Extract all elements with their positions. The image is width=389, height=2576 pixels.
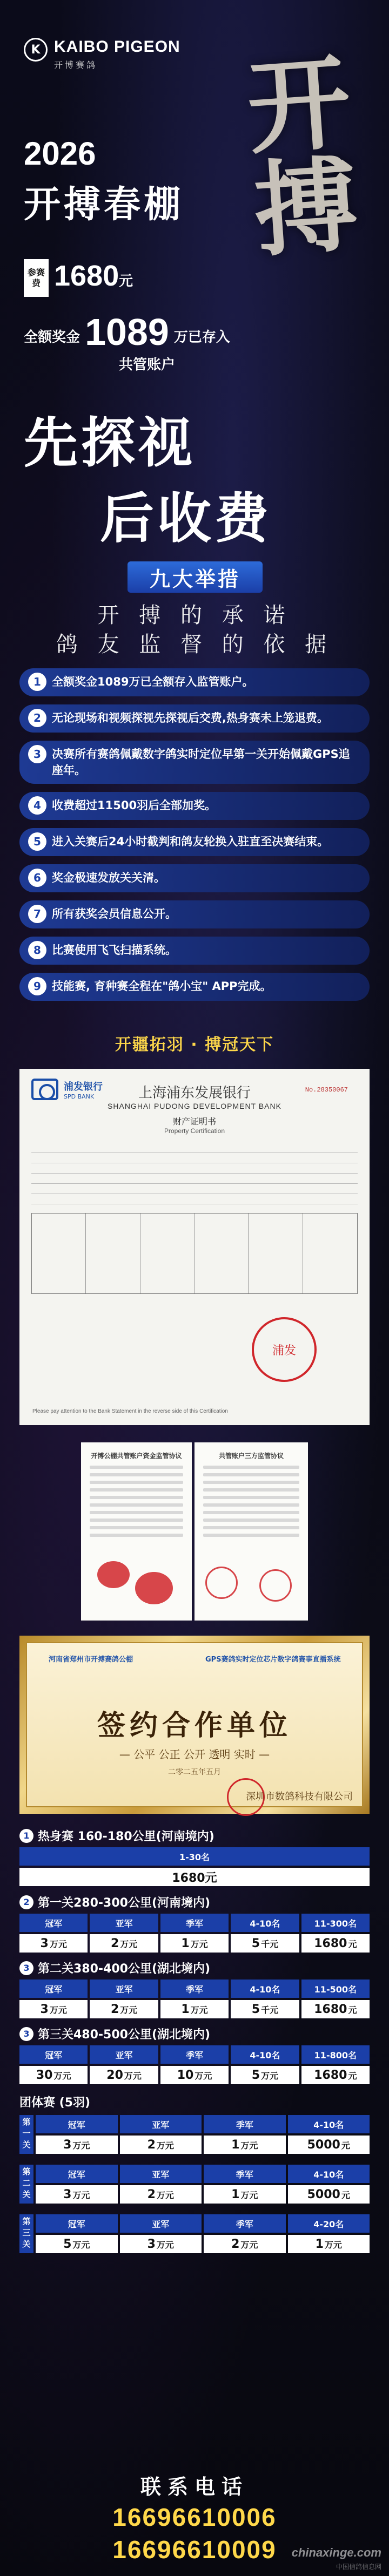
table-header: 亚军: [120, 2115, 202, 2133]
item-text: 进入关赛后24小时截判和鸽友轮换入驻直至决赛结束。: [52, 835, 329, 848]
table-cell: 3 万元: [36, 2185, 118, 2204]
certificate-serial: No.28350067: [305, 1086, 348, 1094]
section-number: 3: [19, 2027, 33, 2041]
slogan-line-1: 先探视: [24, 411, 196, 474]
list-item: [19, 792, 370, 820]
table-header: 季军: [204, 2115, 286, 2133]
table-header: 11-300名: [301, 1914, 370, 1932]
table-cell: 1680元: [19, 1868, 370, 1886]
table-header: 4-10名: [288, 2115, 370, 2133]
section-title: 第三关480-500公里(湖北境内): [38, 2028, 211, 2042]
item-text: 收费超过11500羽后全部加奖。: [52, 799, 217, 812]
certificate-doc-en: Property Certification: [164, 1127, 225, 1135]
fee-amount: [54, 259, 133, 293]
fingerprint-stamp-icon: [135, 1572, 173, 1604]
tagline: 开疆拓羽 · 搏冠天下: [115, 1035, 274, 1054]
table-header: 冠军: [36, 2115, 118, 2133]
item-text: 比赛使用飞飞扫描系统。: [52, 944, 177, 957]
item-number: 1: [28, 673, 46, 691]
bank-logo-icon: [31, 1079, 58, 1100]
list-item: [19, 937, 370, 965]
fee-label: 参赛费: [24, 259, 49, 297]
certificate-doc-cn: 财产证明书: [172, 1116, 216, 1127]
site-watermark-sub: 中国信鸽信息网: [336, 2563, 381, 2571]
list-item: [19, 973, 370, 1001]
fee-value: 1680: [54, 260, 119, 292]
table-cell: 3 万元: [19, 2000, 88, 2018]
table-cell: 5 千元: [231, 2000, 299, 2018]
table-cell: 5 万元: [231, 2066, 299, 2084]
table-cell: 1 万元: [204, 2136, 286, 2154]
table-header: 亚军: [90, 1980, 158, 1998]
agreement-document-2: [194, 1442, 308, 1621]
table-cell: 2 万元: [204, 2235, 286, 2253]
table-header: 冠军: [36, 2165, 118, 2183]
phone-number-2[interactable]: 16696610009: [112, 2536, 277, 2564]
table-header: 季军: [160, 2045, 229, 2064]
team-stage-2-table: [36, 2165, 370, 2206]
table-header: 季军: [160, 1914, 229, 1932]
race-3-table: [19, 2045, 370, 2086]
item-number: 9: [28, 977, 46, 995]
doc-title: 开博公棚共管账户资金监管协议: [91, 1452, 182, 1460]
section-number: 1: [19, 1829, 33, 1843]
warmup-table: [19, 1847, 370, 1888]
table-cell: 3 万元: [36, 2136, 118, 2154]
plaque-title: 签约合作单位: [97, 1710, 292, 1742]
table-cell: 20 万元: [90, 2066, 158, 2084]
table-cell: 2 万元: [120, 2136, 202, 2154]
table-cell: 3 万元: [120, 2235, 202, 2253]
table-cell: 1 万元: [160, 1934, 229, 1953]
list-item: [19, 828, 370, 856]
agreement-document-1: [81, 1442, 192, 1621]
item-number: 6: [28, 869, 46, 887]
item-text: 所有获奖会员信息公开。: [52, 907, 177, 920]
team-stage-1-label: 第一关: [19, 2115, 33, 2154]
section-warmup: [19, 1827, 214, 1844]
team-stage-3-label: 第三关: [19, 2214, 33, 2253]
section-team: [19, 2093, 90, 2110]
table-header: 季军: [204, 2214, 286, 2233]
item-text: 全额奖金1089万已全额存入监管账户。: [52, 675, 254, 688]
slogan-line-2: 后收费: [100, 487, 272, 550]
contact-heading: 联系电话: [140, 2475, 249, 2499]
event-title: 开搏春棚: [24, 184, 184, 226]
table-header: 1-30名: [19, 1847, 370, 1866]
certificate-table: [31, 1213, 358, 1294]
team-stage-1-table: [36, 2115, 370, 2156]
doc-title: 共管账户三方监管协议: [218, 1452, 284, 1460]
table-header: 亚军: [90, 2045, 158, 2064]
table-header: 11-500名: [301, 1980, 370, 1998]
table-header: 冠军: [19, 1980, 88, 1998]
prize-statement: [24, 310, 230, 354]
brand-logo-icon: K: [24, 38, 48, 62]
fingerprint-stamp-icon: [97, 1561, 130, 1588]
section-title: 第一关280-300公里(河南境内): [38, 1896, 211, 1910]
race-2-table: [19, 1980, 370, 2021]
section-number: 2: [19, 1895, 33, 1909]
list-item: [19, 900, 370, 928]
section-title: 热身赛 160-180公里(河南境内): [38, 1830, 214, 1843]
table-header: 4-20名: [288, 2214, 370, 2233]
section-number: 3: [19, 1961, 33, 1975]
fee-unit: 元: [119, 273, 133, 289]
table-cell: 2 万元: [90, 2000, 158, 2018]
table-header: 冠军: [36, 2214, 118, 2233]
list-item: [19, 668, 370, 696]
table-header: 4-10名: [231, 2045, 299, 2064]
measures-heading: 九大举措: [128, 561, 263, 593]
item-number: 7: [28, 905, 46, 923]
table-cell: 2 万元: [120, 2185, 202, 2204]
certificate-bank-en: SHANGHAI PUDONG DEVELOPMENT BANK: [108, 1102, 281, 1110]
list-item: [19, 864, 370, 892]
bank-certificate-image: [19, 1069, 370, 1425]
section-race-1: [19, 1894, 210, 1910]
table-cell: 5 万元: [36, 2235, 118, 2253]
team-stage-3-table: [36, 2214, 370, 2255]
plaque-right-org: GPS赛鸽实时定位芯片数字鸽赛事直播系统: [205, 1656, 341, 1664]
table-header: 季军: [204, 2165, 286, 2183]
measures-list: [19, 668, 370, 1009]
phone-number-1[interactable]: 16696610006: [112, 2503, 277, 2531]
table-header: 11-800名: [301, 2045, 370, 2064]
bank-seal-icon: 浦发: [252, 1317, 317, 1382]
table-cell: 10 万元: [160, 2066, 229, 2084]
promise-line-1: 开 搏 的 承 诺: [97, 603, 292, 628]
plaque-company: 深圳市数鸽科技有限公司: [246, 1791, 353, 1802]
plaque-left-org: 河南省郑州市开搏赛鸽公棚: [49, 1656, 133, 1664]
table-cell: 2 万元: [90, 1934, 158, 1953]
list-item: [19, 741, 370, 784]
item-number: 5: [28, 832, 46, 851]
event-year: 2026: [24, 135, 96, 172]
seal-stamp-icon: [259, 1569, 292, 1602]
list-item: [19, 704, 370, 733]
table-header: 冠军: [19, 1914, 88, 1932]
certificate-footer: Please pay attention to the Bank Statement in the reverse side of this Certification: [32, 1408, 228, 1414]
section-title: 第二关380-400公里(湖北境内): [38, 1962, 211, 1976]
brand-name-en: KAIBO PIGEON: [54, 38, 180, 56]
bank-name-cn: 浦发银行: [64, 1081, 103, 1093]
item-text: 无论现场和视频探视先探视后交费,热身赛未上笼退费。: [52, 711, 328, 724]
item-text: 决赛所有赛鸽佩戴数字鸽实时定位早第一关开始佩戴GPS追座年。: [52, 748, 350, 777]
seal-stamp-icon: [205, 1567, 238, 1599]
prize-value: 1089: [85, 311, 169, 353]
item-number: 4: [28, 796, 46, 815]
prize-account: 共管账户: [119, 357, 176, 373]
item-text: 奖金极速发放关关清。: [52, 871, 165, 884]
table-cell: 3 万元: [19, 1934, 88, 1953]
cooperation-plaque: [19, 1636, 370, 1814]
promise-line-2: 鸽 友 监 督 的 依 据: [56, 632, 333, 657]
race-1-table: [19, 1914, 370, 1955]
table-header: 4-10名: [231, 1980, 299, 1998]
table-header: 冠军: [19, 2045, 88, 2064]
table-header: 4-10名: [288, 2165, 370, 2183]
table-cell: 1 万元: [160, 2000, 229, 2018]
item-number: 8: [28, 941, 46, 959]
section-race-3: [19, 2025, 210, 2042]
table-cell: 1 万元: [288, 2235, 370, 2253]
table-cell: 1680 元: [301, 1934, 370, 1953]
item-number: 2: [28, 709, 46, 727]
section-title: 团体赛 (5羽): [19, 2096, 91, 2110]
table-cell: 5000 元: [288, 2136, 370, 2154]
table-cell: 1680 元: [301, 2066, 370, 2084]
table-cell: 30 万元: [19, 2066, 88, 2084]
plaque-subtitle: — 公平 公正 公开 透明 实时 —: [119, 1748, 270, 1761]
section-race-2: [19, 1960, 210, 1976]
plaque-date: 二零二五年五月: [168, 1768, 221, 1777]
brand-name-cn: 开博赛鸽: [54, 60, 98, 70]
certificate-text-lines: [31, 1148, 358, 1204]
prize-prefix: 全额奖金: [24, 329, 81, 345]
table-cell: 5 千元: [231, 1934, 299, 1953]
table-header: 亚军: [120, 2165, 202, 2183]
table-cell: 1 万元: [204, 2185, 286, 2204]
table-cell: 1680 元: [301, 2000, 370, 2018]
bank-name-en: SPD BANK: [64, 1093, 95, 1100]
table-header: 4-10名: [231, 1914, 299, 1932]
calligraphy-title: 开搏: [243, 41, 362, 272]
table-header: 季军: [160, 1980, 229, 1998]
table-cell: 5000 元: [288, 2185, 370, 2204]
table-header: 亚军: [90, 1914, 158, 1932]
item-number: 3: [28, 745, 46, 763]
site-watermark: chinaxinge.com: [291, 2546, 381, 2559]
item-text: 技能赛, 育种赛全程在"鸽小宝" APP完成。: [52, 980, 272, 993]
table-header: 亚军: [120, 2214, 202, 2233]
team-stage-2-label: 第二关: [19, 2165, 33, 2204]
certificate-bank-cn: 上海浦东发展银行: [138, 1085, 251, 1101]
prize-suffix: 万已存入: [173, 329, 230, 345]
